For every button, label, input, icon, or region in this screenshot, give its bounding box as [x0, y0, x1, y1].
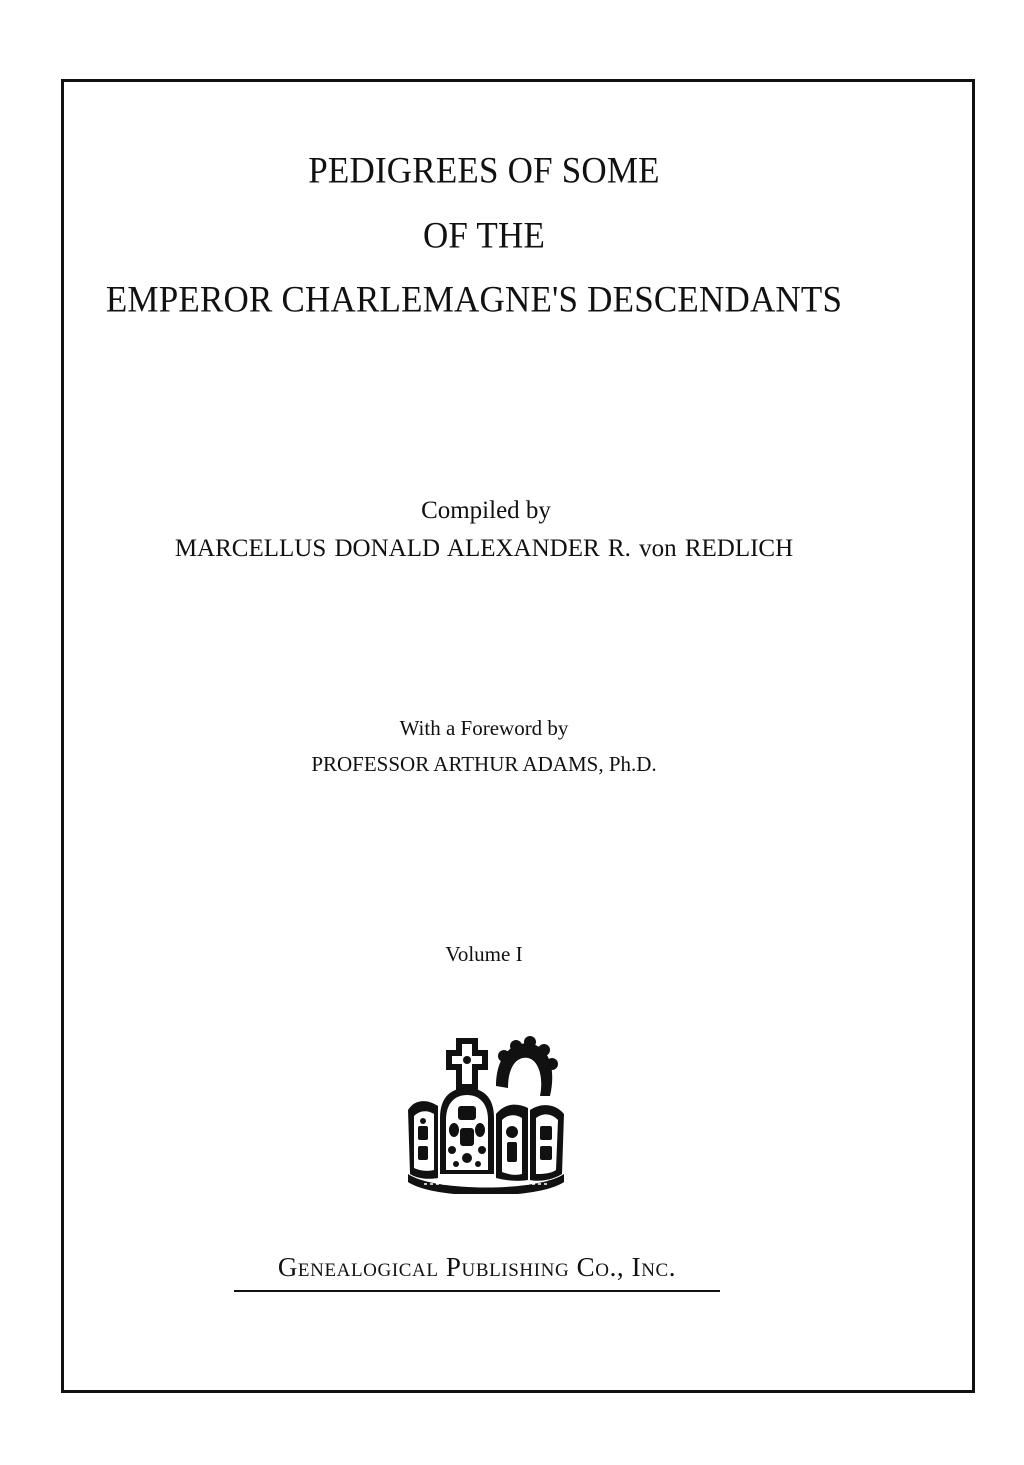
title-line-1: PEDIGREES OF SOME — [308, 150, 660, 191]
publisher-underline — [234, 1290, 720, 1292]
volume-label: Volume I — [445, 942, 523, 966]
publisher-name: Genealogical Publishing Co., Inc. — [277, 1252, 677, 1282]
compiler-name: MARCELLUS DONALD ALEXANDER R. von REDLICH — [174, 535, 794, 562]
foreword-author: PROFESSOR ARTHUR ADAMS, Ph.D. — [311, 752, 657, 776]
title-line-3: EMPEROR CHARLEMAGNE'S DESCENDANTS — [105, 279, 843, 320]
title-line-2: OF THE — [422, 215, 546, 256]
crown-icon — [404, 1034, 568, 1194]
foreword-label: With a Foreword by — [399, 716, 569, 740]
compiled-by-label: Compiled by — [421, 497, 551, 524]
